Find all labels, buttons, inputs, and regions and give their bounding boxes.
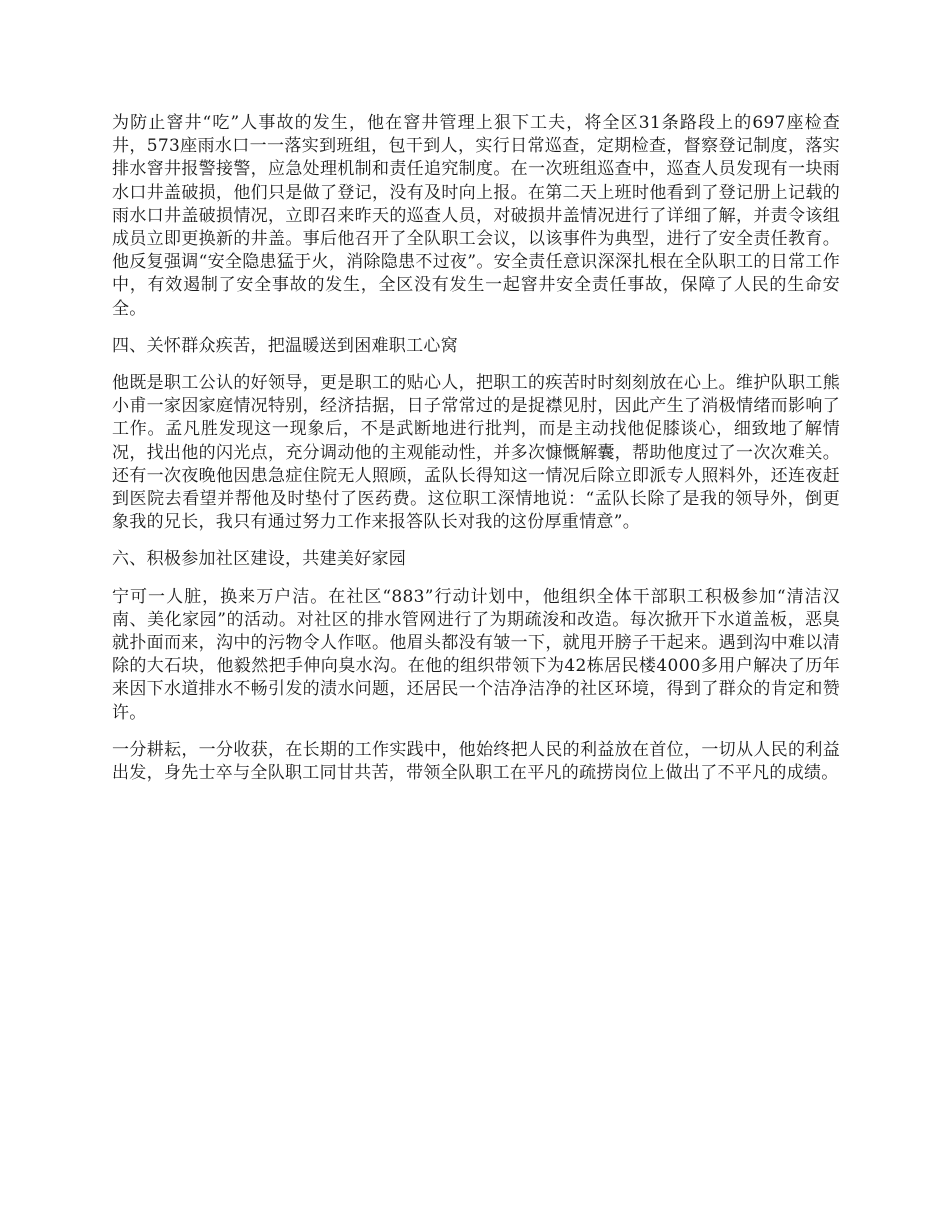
section-heading-care-for-workers: 四、关怀群众疾苦，把温暖送到困难职工心窝 [112,335,458,356]
section-heading-community-building: 六、积极参加社区建设，共建美好家园 [112,549,407,570]
paragraph-care-for-workers: 他既是职工公认的好领导，更是职工的贴心人，把职工的疾苦时时刻刻放在心上。维护队职工熊小甫一家因家庭情况特别，经济拮据，日子常常过的是捉襟见肘，因此产生了消极情绪而影响了工作。孟凡胜发现这一现象后，不是武断地进行批判，而是主动找他促膝谈心，细致地了解情况，找出他的闪光点，充分调动他的主观能动性，并多次慷慨解囊，帮助他度过了一次次难关。还有一次夜晚他因患急症住院无人照顾，孟队长得知这一情况后除立即派专人照料外，还连夜赶到医院去看望并帮他及时垫付了医药费。这位职工深情地说：“孟队长除了是我的领导外，倒更象我的兄长，我只有通过努力工作来报答队长对我的这份厚重情意”。 [112,373,840,533]
paragraph-community-building: 宁可一人脏，换来万户洁。在社区“883”行动计划中，他组织全体干部职工积极参加“清洁汉南、美化家园”的活动。对社区的排水管网进行了为期疏浚和改造。每次掀开下水道盖板，恶臭就扑面而来，沟中的污物令人作呕。他眉头都没有皱一下，就甩开膀子干起来。遇到沟中难以清除的大石块，他毅然把手伸向臭水沟。在他的组织带领下为42栋居民楼4000多用户解决了历年来因下水道排水不畅引发的渍水问题，还居民一个洁净洁净的社区环境，得到了群众的肯定和赞许。 [112,586,840,723]
paragraph-manhole-safety: 为防止窨井“吃”人事故的发生，他在窨井管理上狠下工夫，将全区31条路段上的697座检查井，573座雨水口一一落实到班组，包干到人，实行日常巡查，定期检查，督察登记制度，落实排水窨井报警接警，应急处理机制和责任追究制度。在一次班组巡查中，巡查人员发现有一块雨水口井盖破损，他们只是做了登记，没有及时向上报。在第二天上班时他看到了登记册上记载的雨水口井盖破损情况，立即召来昨天的巡查人员，对破损井盖情况进行了详细了解，并责令该组成员立即更换新的井盖。事后他召开了全队职工会议，以该事件为典型，进行了安全责任教育。他反复强调“安全隐患猛于火，消除隐患不过夜”。安全责任意识深深扎根在全队职工的日常工作中，有效遏制了安全事故的发生，全区没有发生一起窨井安全责任事故，保障了人民的生命安全。 [112,113,840,319]
document-body [112,112,840,799]
paragraph-conclusion: 一分耕耘，一分收获，在长期的工作实践中，他始终把人民的利益放在首位，一切从人民的利益出发，身先士卒与全队职工同甘共苦，带领全队职工在平凡的疏捞岗位上做出了不平凡的成绩。 [112,739,840,784]
